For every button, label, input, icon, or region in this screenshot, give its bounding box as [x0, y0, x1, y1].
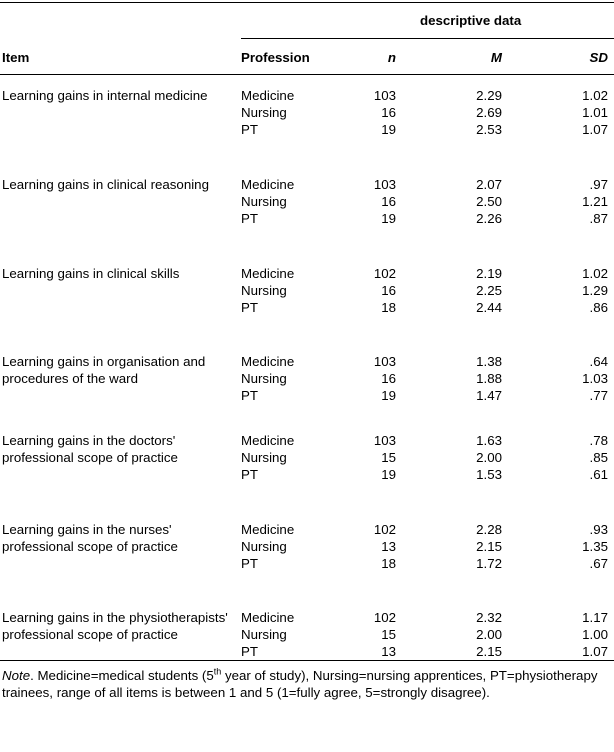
- mean-cell: 2.50: [476, 194, 502, 209]
- sd-cell: 1.29: [582, 283, 608, 298]
- profession-cell: PT: [241, 467, 258, 482]
- mean-cell: 2.00: [476, 627, 502, 642]
- n-cell: 19: [381, 388, 396, 403]
- sd-cell: 1.35: [582, 539, 608, 554]
- sd-cell: .85: [589, 450, 608, 465]
- table-note: [2, 667, 602, 701]
- sd-cell: 1.00: [582, 627, 608, 642]
- mean-cell: 2.26: [476, 211, 502, 226]
- group-header-rule: [241, 38, 614, 39]
- mean-cell: 1.72: [476, 556, 502, 571]
- profession-cell: PT: [241, 556, 258, 571]
- profession-cell: Medicine: [241, 177, 295, 192]
- sd-cell: .77: [589, 388, 608, 403]
- mean-cell: 2.25: [476, 283, 502, 298]
- sd-cell: .87: [589, 211, 608, 226]
- mean-cell: 2.15: [476, 644, 502, 659]
- n-cell: 19: [381, 211, 396, 226]
- sd-cell: .67: [589, 556, 608, 571]
- bottom-rule: [0, 660, 614, 661]
- header-m: M: [490, 50, 502, 65]
- profession-cell: PT: [241, 122, 258, 137]
- header-sd: SD: [589, 50, 608, 65]
- sd-cell: 1.02: [582, 266, 608, 281]
- n-cell: 13: [381, 644, 396, 659]
- sd-cell: .93: [589, 522, 608, 537]
- item-label: Learning gains in clinical skills: [2, 266, 180, 281]
- mean-cell: 1.63: [476, 433, 502, 448]
- profession-cell: PT: [241, 644, 258, 659]
- n-cell: 15: [381, 627, 396, 642]
- header-n: n: [387, 50, 396, 65]
- n-cell: 103: [373, 177, 396, 192]
- item-label: Learning gains in internal medicine: [2, 88, 208, 103]
- n-cell: 16: [381, 194, 396, 209]
- sd-cell: .97: [589, 177, 608, 192]
- mean-cell: 2.69: [476, 105, 502, 120]
- sd-cell: 1.21: [582, 194, 608, 209]
- profession-cell: Medicine: [241, 354, 295, 369]
- sd-cell: .61: [589, 467, 608, 482]
- header-rule: [0, 74, 614, 75]
- n-cell: 102: [373, 522, 396, 537]
- mean-cell: 2.29: [476, 88, 502, 103]
- note-text-2: year of study), Nursing=nursing apprentices, PT=physiotherapy trainees, range of all items is between 1 and 5 (1=fully agree, 5=strongly disagree).: [2, 668, 598, 700]
- mean-cell: 2.00: [476, 450, 502, 465]
- n-cell: 19: [381, 122, 396, 137]
- sd-cell: 1.07: [582, 122, 608, 137]
- sd-cell: 1.07: [582, 644, 608, 659]
- profession-cell: PT: [241, 388, 258, 403]
- note-label: Note: [2, 668, 31, 683]
- n-cell: 18: [381, 300, 396, 315]
- top-rule: [0, 2, 614, 3]
- profession-cell: PT: [241, 300, 258, 315]
- profession-cell: Nursing: [241, 627, 287, 642]
- sd-cell: 1.01: [582, 105, 608, 120]
- n-cell: 16: [381, 283, 396, 298]
- n-cell: 15: [381, 450, 396, 465]
- mean-cell: 2.28: [476, 522, 502, 537]
- profession-cell: Nursing: [241, 194, 287, 209]
- n-cell: 103: [373, 433, 396, 448]
- mean-cell: 2.53: [476, 122, 502, 137]
- sd-cell: .78: [589, 433, 608, 448]
- profession-cell: Medicine: [241, 88, 295, 103]
- sd-cell: .86: [589, 300, 608, 315]
- mean-cell: 1.53: [476, 467, 502, 482]
- n-cell: 103: [373, 88, 396, 103]
- n-cell: 102: [373, 266, 396, 281]
- group-header: descriptive data: [420, 13, 522, 28]
- profession-cell: Nursing: [241, 539, 287, 554]
- profession-cell: Medicine: [241, 266, 295, 281]
- mean-cell: 2.32: [476, 610, 502, 625]
- n-cell: 18: [381, 556, 396, 571]
- sd-cell: 1.02: [582, 88, 608, 103]
- mean-cell: 1.47: [476, 388, 502, 403]
- item-label: Learning gains in clinical reasoning: [2, 177, 209, 192]
- sd-cell: 1.03: [582, 371, 608, 386]
- mean-cell: 1.38: [476, 354, 502, 369]
- n-cell: 103: [373, 354, 396, 369]
- n-cell: 13: [381, 539, 396, 554]
- profession-cell: Nursing: [241, 450, 287, 465]
- item-label: Learning gains in the nurses' professional scope of practice: [2, 522, 178, 554]
- profession-cell: Medicine: [241, 610, 295, 625]
- profession-cell: Nursing: [241, 105, 287, 120]
- item-label: Learning gains in the doctors' professional scope of practice: [2, 433, 178, 465]
- mean-cell: 1.88: [476, 371, 502, 386]
- note-superscript: th: [213, 666, 222, 677]
- sd-cell: .64: [589, 354, 608, 369]
- note-text-1: . Medicine=medical students (5: [30, 668, 214, 683]
- header-item: Item: [2, 50, 30, 65]
- mean-cell: 2.15: [476, 539, 502, 554]
- n-cell: 102: [373, 610, 396, 625]
- sd-cell: 1.17: [582, 610, 608, 625]
- profession-cell: Medicine: [241, 522, 295, 537]
- item-label: Learning gains in the physiotherapists' professional scope of practice: [2, 610, 228, 642]
- profession-cell: Nursing: [241, 371, 287, 386]
- n-cell: 19: [381, 467, 396, 482]
- profession-cell: PT: [241, 211, 258, 226]
- n-cell: 16: [381, 105, 396, 120]
- mean-cell: 2.19: [476, 266, 502, 281]
- profession-cell: Nursing: [241, 283, 287, 298]
- n-cell: 16: [381, 371, 396, 386]
- header-profession: Profession: [241, 50, 310, 65]
- item-label: Learning gains in organisation and procedures of the ward: [2, 354, 206, 386]
- profession-cell: Medicine: [241, 433, 295, 448]
- mean-cell: 2.44: [476, 300, 502, 315]
- mean-cell: 2.07: [476, 177, 502, 192]
